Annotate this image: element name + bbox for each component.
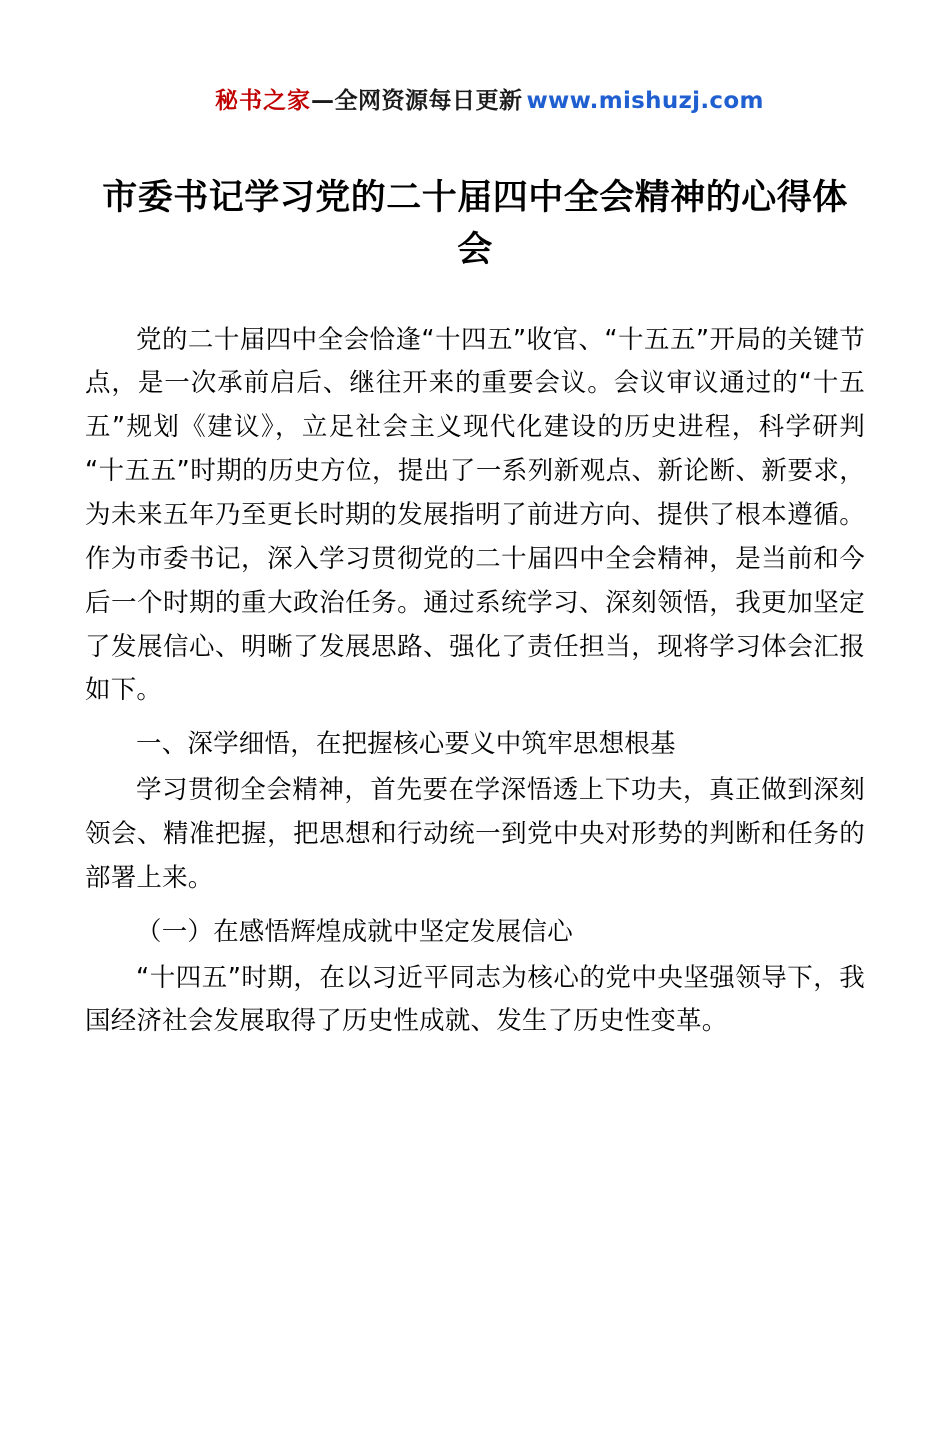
site-url[interactable]: www.mishuzj.com — [526, 88, 764, 114]
page-title: 市委书记学习党的二十届四中全会精神的心得体会 — [102, 177, 848, 271]
document-body — [85, 319, 865, 1045]
body-paragraph: “十四五”时期，在以习近平同志为核心的党中央坚强领导下，我国经济社会发展取得了历史性成就、发生了历史性变革。 — [85, 962, 865, 1037]
site-watermark-header — [85, 88, 865, 116]
section-heading-1: 一、深学细悟，在把握核心要义中筑牢思想根基 — [136, 729, 676, 760]
document-page — [0, 88, 950, 1432]
body-paragraph: 学习贯彻全会精神，首先要在学深悟透上下功夫，真正做到深刻领会、精准把握，把思想和行动统一到党中央对形势的判断和任务的部署上来。 — [85, 775, 865, 893]
body-paragraph: 党的二十届四中全会恰逢“十四五”收官、“十五五”开局的关键节点，是一次承前启后、继往开来的重要会议。会议审议通过的“十五五”规划《建议》，立足社会主义现代化建设的历史进程，科学研判“十五五”时期的历史方位，提出了一系列新观点、新论断、新要求，为未来五年乃至更长时期的发展指明了前进方向、提供了根本遵循。作为市委书记，深入学习贯彻党的二十届四中全会精神，是当前和今后一个时期的重大政治任务。通过系统学习、深刻领悟，我更加坚定了发展信心、明晰了发展思路、强化了责任担当，现将学习体会汇报如下。 — [85, 324, 865, 706]
site-brand-name: 秘书之家 — [215, 88, 311, 114]
site-tagline: —全网资源每日更新 — [311, 88, 523, 114]
subsection-heading-1-1: （一）在感悟辉煌成就中坚定发展信心 — [136, 916, 573, 947]
